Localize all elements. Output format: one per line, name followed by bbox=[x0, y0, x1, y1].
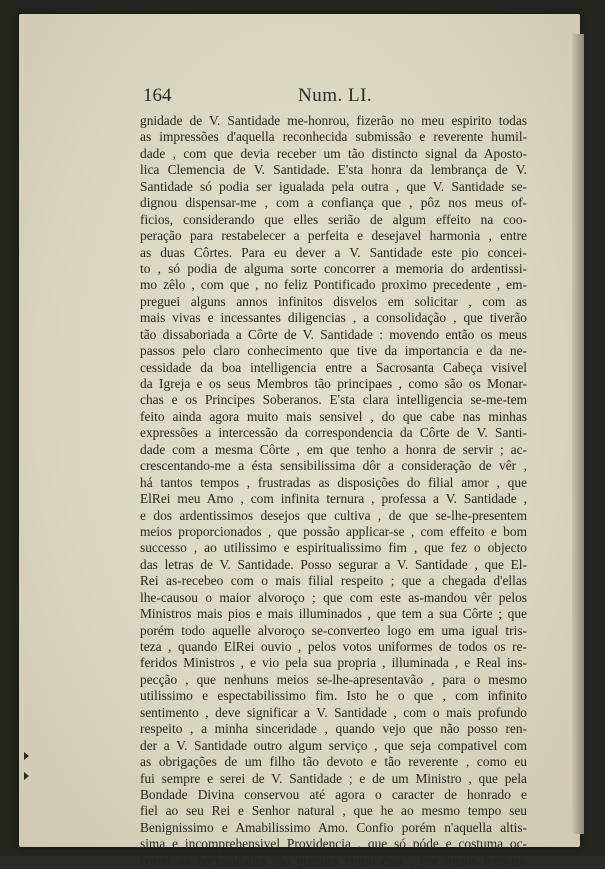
text-line: das letras de V. Santidade. Posso segurar a V. Santidade , que El- bbox=[140, 556, 527, 572]
text-line: successo , ao utilissimo e espiritualissimo fim , que fez o objecto bbox=[140, 540, 527, 556]
text-line: pecção , que nenhuns meios se-lhe-apresentavão , para o mesmo bbox=[140, 671, 527, 687]
text-line: Ministros mais pios e mais illuminados , que tem a sua Côrte ; que bbox=[140, 606, 527, 622]
text-line: e dos ardentissimos desejos que cultiva , de que se-lhe-presentem bbox=[140, 507, 527, 523]
page-number: 164 bbox=[143, 85, 172, 106]
text-line: fui sempre e serei de V. Santidade ; e de um Ministro , que pela bbox=[140, 770, 527, 786]
text-line: gnidade de V. Santidade me-honrou, fizerão no meu espirito todas bbox=[140, 113, 527, 128]
text-line: sentimento , deve significar a V. Santidade , com o mais profundo bbox=[140, 704, 527, 720]
text-line: respeito , a minha sinceridade , quando vejo que não posso ren- bbox=[140, 721, 527, 737]
text-line: Rei as-recebeo com o mais filial respeito ; que a chegada d'ellas bbox=[140, 573, 527, 589]
text-line: der a V. Santidade outro algum serviço , que seja compativel com bbox=[140, 737, 527, 753]
text-line: teza , quando ElRei ouvio , pelos votos uniformes de todos os re- bbox=[140, 639, 527, 654]
text-line: porém todo aquelle alvoroço se-converteo logo em uma igual tris- bbox=[140, 622, 527, 638]
text-line: correr ás necessidades tão grandes como ésta , por meios inescru- bbox=[140, 852, 527, 868]
text-line: Benignissimo e Amabilissimo Amo. Confio porém n'aquella altis- bbox=[140, 819, 527, 835]
running-head: Num. LI. bbox=[298, 85, 373, 106]
text-line: lica Clemencia de V. Santidade. E'sta honra da lembrança de V. bbox=[140, 162, 527, 178]
text-line: feito ainda agora muito mais sensivel , do que cabe nas minhas bbox=[140, 408, 527, 424]
text-line: meios proporcionados , que possão applicar-se , com effeito e bom bbox=[140, 523, 527, 539]
text-line: preguei alguns annos infinitos disvelos em solicitar , com as bbox=[140, 293, 527, 309]
text-line: sima e incomprehensivel Providencia , que só póde e costuma oc- bbox=[140, 836, 527, 852]
page-edge bbox=[572, 34, 584, 834]
text-line: as duas Côrtes. Para eu dever a V. Santidade este pio concei- bbox=[140, 244, 527, 260]
text-line: expressões a intercessão da correspondencia da Côrte de V. Santi- bbox=[140, 425, 527, 441]
text-line: mais vivas e incessantes diligencias , a consolidação , que tiverão bbox=[140, 310, 527, 326]
text-line: lhe-causou o maior alvoroço ; que com este as-mandou vêr pelos bbox=[140, 589, 527, 605]
text-line: Santidade só podia ser igualada pela outra , que V. Santidade se- bbox=[140, 178, 527, 194]
text-line: utilissimo e espectabilissimo fim. Isto he o que , com infinito bbox=[140, 688, 527, 704]
text-line: da Igreja e os seus Membros tão principaes , como são os Monar- bbox=[140, 376, 527, 391]
text-line: peração para restabelecer a perfeita e desejavel harmonia , entre bbox=[140, 228, 527, 244]
text-line: cessidade da boa intelligencia entre a Sacrosanta Cabeça visivel bbox=[140, 359, 527, 375]
text-line: dade , com que devia receber um tão distincto signal da Aposto- bbox=[140, 145, 527, 161]
text-line: há tantos tempos , frustradas as disposições do filial amor , que bbox=[140, 474, 527, 490]
page-header bbox=[143, 85, 523, 111]
text-line: chas e os Principes Soberanos. E'sta clara intelligencia se-me-tem bbox=[140, 392, 527, 408]
text-line: passos pelo claro conhecimento que tive da importancia e da ne- bbox=[140, 343, 527, 359]
text-line: feridos Ministros , e vio pela sua propria , illuminada , e Real ins- bbox=[140, 655, 527, 671]
body-text bbox=[140, 113, 527, 869]
text-line: as impressões d'aquella reconhecida submissão e reverente humil- bbox=[140, 129, 527, 145]
margin-arrow-icon bbox=[24, 752, 29, 760]
text-line: as obrigações de um filho tão devoto e tão reverente , como eu bbox=[140, 754, 527, 770]
text-line: tão dissaboriada a Côrte de V. Santidade : movendo então os meus bbox=[140, 326, 527, 342]
text-line: dade com a mesma Côrte , em que tenho a honra de servir ; ac- bbox=[140, 441, 527, 457]
text-line: ElRei meu Amo , com infinita ternura , professa a V. Santidade , bbox=[140, 491, 527, 507]
text-line: fiel ao seu Rei e Senhor natural , que he ao mesmo tempo seu bbox=[140, 803, 527, 819]
margin-arrow-icon bbox=[24, 772, 29, 780]
text-line: dignou dispensar-me , com a confiança que , pôz nos meus of- bbox=[140, 195, 527, 211]
text-line: Bondade Divina conservou até agora o caracter de honrado e bbox=[140, 786, 527, 802]
text-line: ficios, considerando que elles serião de algum effeito na coo- bbox=[140, 211, 527, 227]
text-line: crescentando-me a ésta sensibilissima dôr a consideração de vêr , bbox=[140, 458, 527, 474]
text-line: to , só podia de alguma sorte concorrer a memoria do ardentissi- bbox=[140, 260, 527, 276]
text-line: mo zêlo , com que , no feliz Pontificado proximo precedente , em- bbox=[140, 277, 527, 293]
